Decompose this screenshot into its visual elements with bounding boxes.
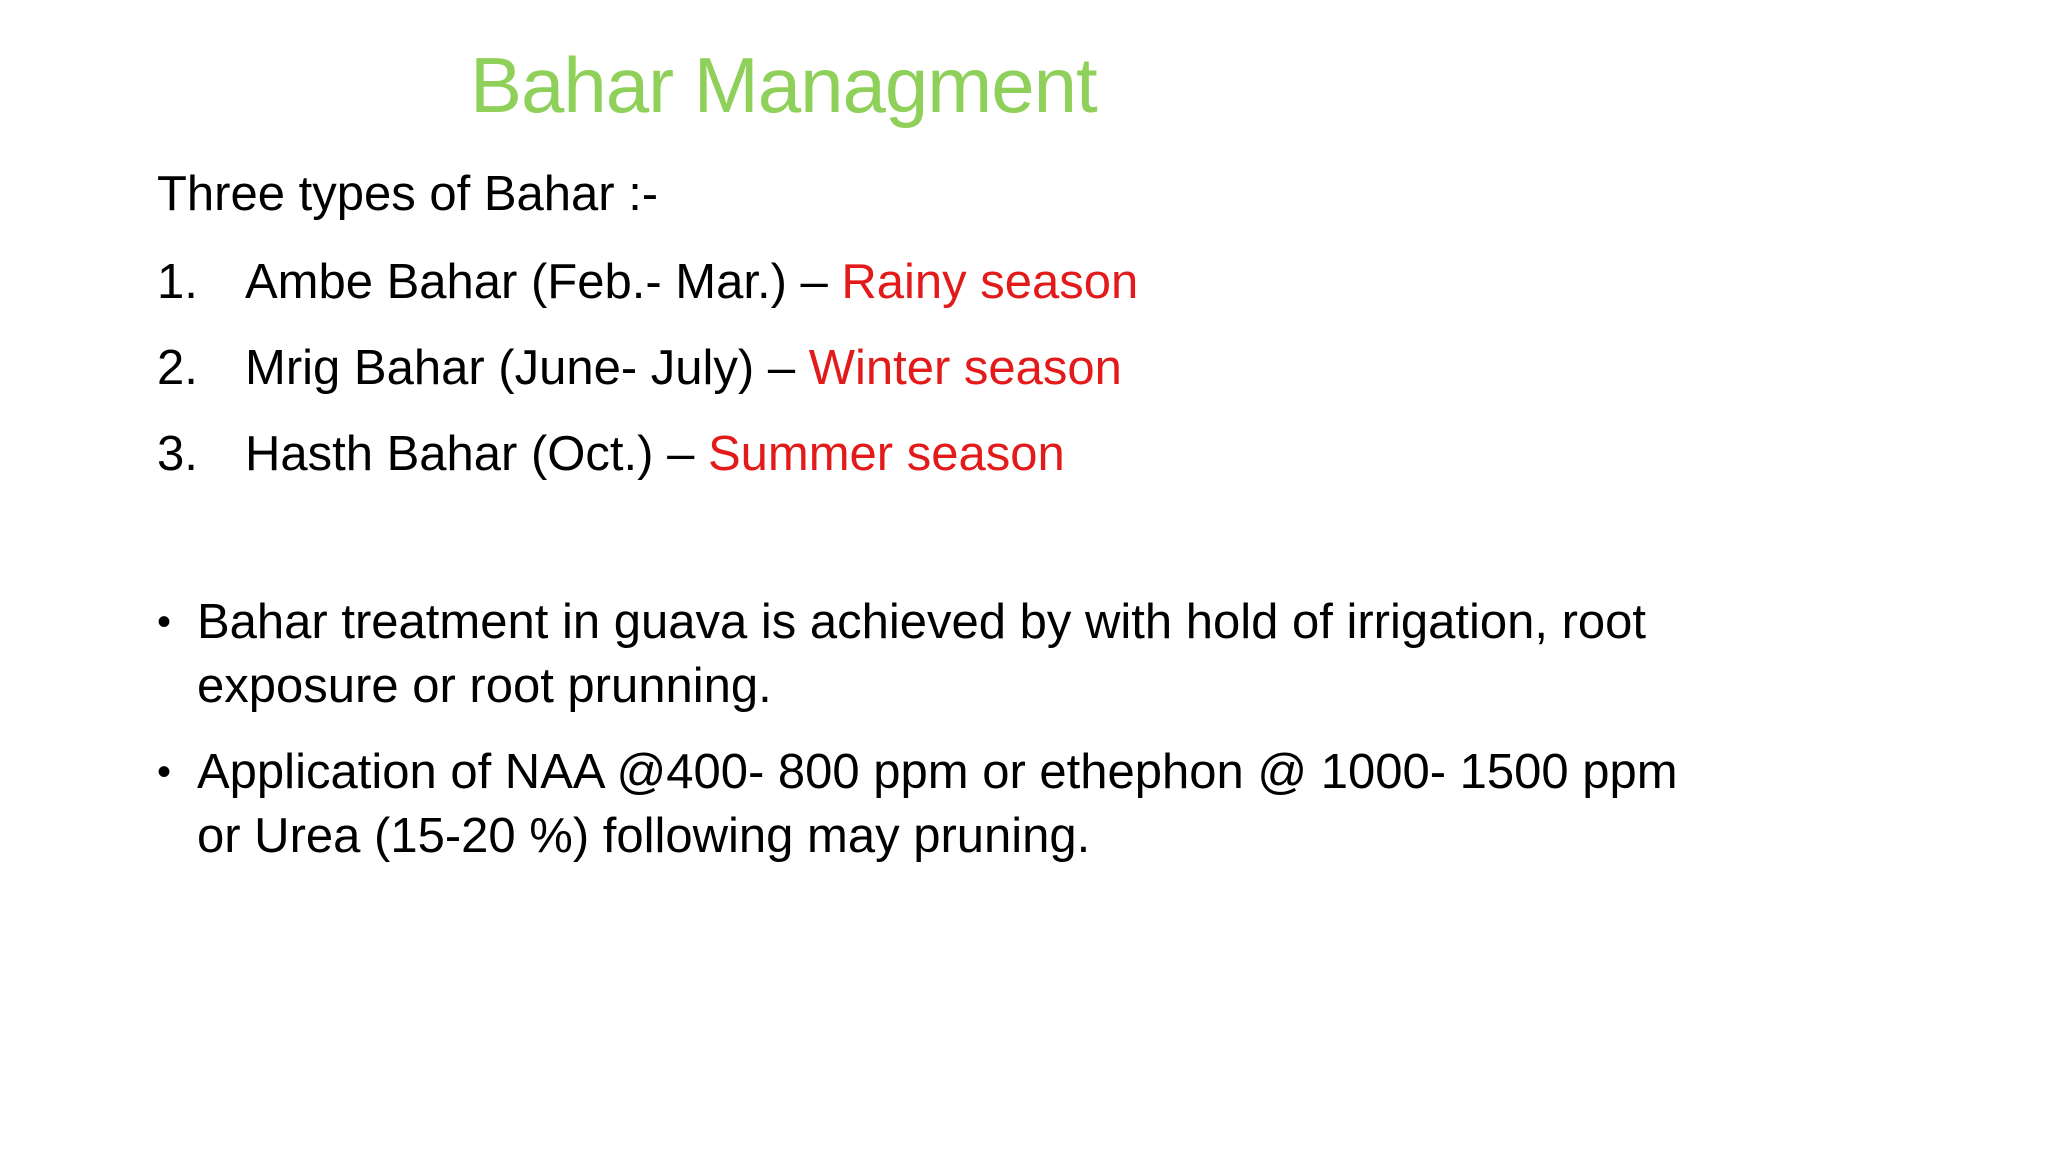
list-number: 1. <box>157 255 198 309</box>
bahar-type-text: Hasth Bahar (Oct.) – <box>245 427 708 481</box>
bullet-line: or Urea (15-20 %) following may pruning. <box>197 809 1091 863</box>
bullet-list <box>157 590 1957 890</box>
bahar-type-item <box>157 422 1138 508</box>
bullet-line: exposure or root prunning. <box>197 659 772 713</box>
season-label: Summer season <box>707 427 1065 481</box>
bullet-marker: • <box>157 750 172 794</box>
list-number: 2. <box>157 341 198 395</box>
bahar-type-text: Ambe Bahar (Feb.- Mar.) – <box>245 255 842 309</box>
bullet-item <box>157 590 1957 718</box>
bahar-type-item <box>157 336 1138 422</box>
bullet-line: Bahar treatment in guava is achieved by with hold of irrigation, root <box>197 595 1647 649</box>
intro-text: Three types of Bahar :- <box>157 167 659 221</box>
bahar-type-text: Mrig Bahar (June- July) – <box>245 341 809 395</box>
bahar-types-list <box>157 250 1138 508</box>
list-number: 3. <box>157 427 198 481</box>
season-label: Rainy season <box>841 255 1139 309</box>
bullet-item <box>157 740 1957 868</box>
season-label: Winter season <box>808 341 1122 395</box>
bullet-marker: • <box>157 600 172 644</box>
bahar-type-item <box>157 250 1138 336</box>
slide-title: Bahar Managment <box>470 41 1097 129</box>
bullet-line: Application of NAA @400- 800 ppm or ethephon @ 1000- 1500 ppm <box>197 745 1678 799</box>
